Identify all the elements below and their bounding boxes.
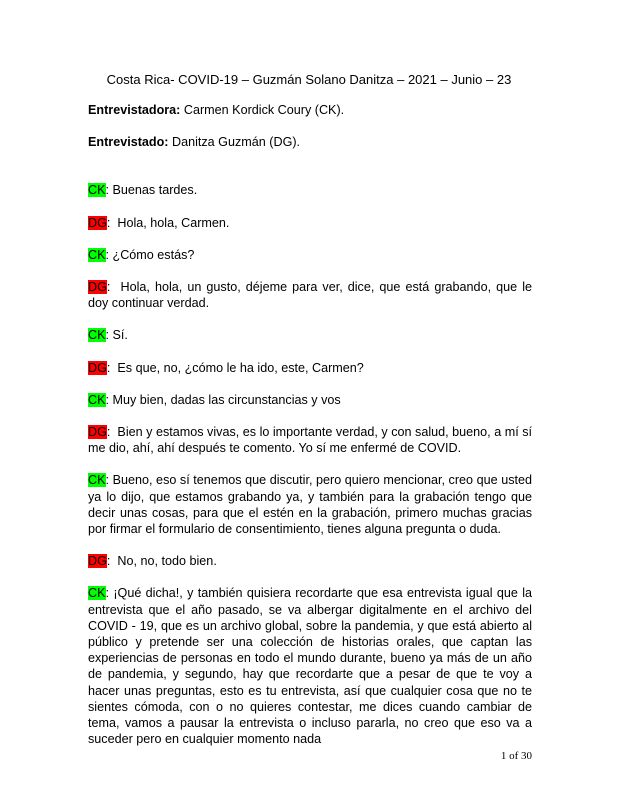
dialogue-turn (88, 585, 532, 747)
dialogue-turn (88, 327, 532, 343)
dialogue-turn (88, 215, 532, 231)
dialogue-turn (88, 279, 532, 311)
speaker-separator: : (106, 215, 118, 230)
interviewer-line (88, 102, 532, 118)
turn-text: Buenas tardes. (112, 183, 198, 198)
speaker-tag-dg: DG (88, 280, 107, 295)
speaker-separator: : (106, 554, 118, 569)
speaker-tag-ck: CK (88, 586, 106, 601)
turn-text: ¡Qué dicha!, y también quisiera recordarte que esa entrevista igual que la entrevista que el año pasado, se va albergar digitalmente en el archivo del COVID - 19, que es un archivo global, sobre la pandemia, y que está abierto al público y pretende ser una colección de historias orales, que captan las experiencias de personas en todo el mundo durante, bueno ya más de un año de pandemia, y segundo, hay que recordarte que a pesar de que te voy a hacer unas preguntas, esto es tu entrevista, así que cualquier cosa que no te sientes cómoda, con o no quieres contestar, me dices cuando cambiar de tema, vamos a pausar la entrevista o incluso pararla, no creo que eso va a suceder pero en cualquier momento nada (88, 586, 533, 747)
speaker-separator: : (106, 425, 118, 440)
speaker-tag-ck: CK (88, 328, 106, 343)
interviewer-name: Carmen Kordick Coury (CK). (180, 103, 345, 117)
page-number: 1 of 30 (500, 750, 532, 762)
turn-text: Bueno, eso sí tenemos que discutir, pero quiero mencionar, creo que usted ya lo dijo, que estamos grabando ya, y también para la grabación tengo que decir unas cosas, para que el estén en la grabación, primero muchas gracias por firmar el formulario de consentimiento, tienes alguna pregunta o duda. (88, 473, 533, 537)
dialogue-turn (88, 182, 532, 198)
interviewee-name: Danitza Guzmán (DG). (168, 135, 301, 150)
turn-text: Hola, hola, un gusto, déjeme para ver, dice, que está grabando, que le doy continuar verdad. (88, 280, 532, 311)
dialogue-turn (88, 472, 532, 537)
speaker-separator: : (105, 247, 113, 262)
dialogue-turn (88, 424, 532, 456)
turn-text: Hola, hola, Carmen. (117, 215, 230, 230)
turn-text: ¿Cómo estás? (112, 247, 195, 262)
transcript-body (88, 102, 532, 763)
dialogue-turn (88, 392, 532, 408)
speaker-tag-ck: CK (88, 183, 106, 198)
turn-text: Bien y estamos vivas, es lo importante verdad, y con salud, bueno, a mí sí me dio, ahí, ahí después te comento. Yo sí me enfermé de COVID. (88, 425, 533, 456)
speaker-separator: : (105, 392, 113, 407)
interviewer-label: Entrevistadora: (88, 103, 181, 117)
dialogue-turns (88, 182, 532, 747)
speaker-separator: : (105, 183, 113, 198)
turn-text: No, no, todo bien. (117, 554, 217, 569)
speaker-separator: : (105, 473, 113, 488)
page-header: Costa Rica- COVID-19 – Guzmán Solano Danitza – 2021 – Junio – 23 (106, 72, 512, 87)
speaker-tag-ck: CK (88, 392, 106, 407)
dialogue-turn (88, 360, 532, 376)
speaker-separator: : (106, 280, 121, 295)
turn-text: Sí. (112, 328, 128, 343)
turn-text: Es que, no, ¿cómo le ha ido, este, Carmen? (117, 360, 364, 375)
speaker-separator: : (105, 328, 113, 343)
turn-text: Muy bien, dadas las circunstancias y vos (112, 392, 341, 407)
speaker-tag-dg: DG (88, 360, 107, 375)
speaker-tag-ck: CK (88, 247, 106, 262)
speaker-tag-ck: CK (88, 473, 106, 488)
speaker-tag-dg: DG (88, 215, 107, 230)
speaker-separator: : (106, 360, 118, 375)
interviewee-label: Entrevistado: (88, 135, 169, 150)
interviewee-line (88, 134, 532, 150)
speaker-separator: : (105, 586, 114, 601)
speaker-tag-dg: DG (88, 425, 107, 440)
dialogue-turn (88, 247, 532, 263)
speaker-tag-dg: DG (88, 554, 107, 569)
dialogue-turn (88, 553, 532, 569)
